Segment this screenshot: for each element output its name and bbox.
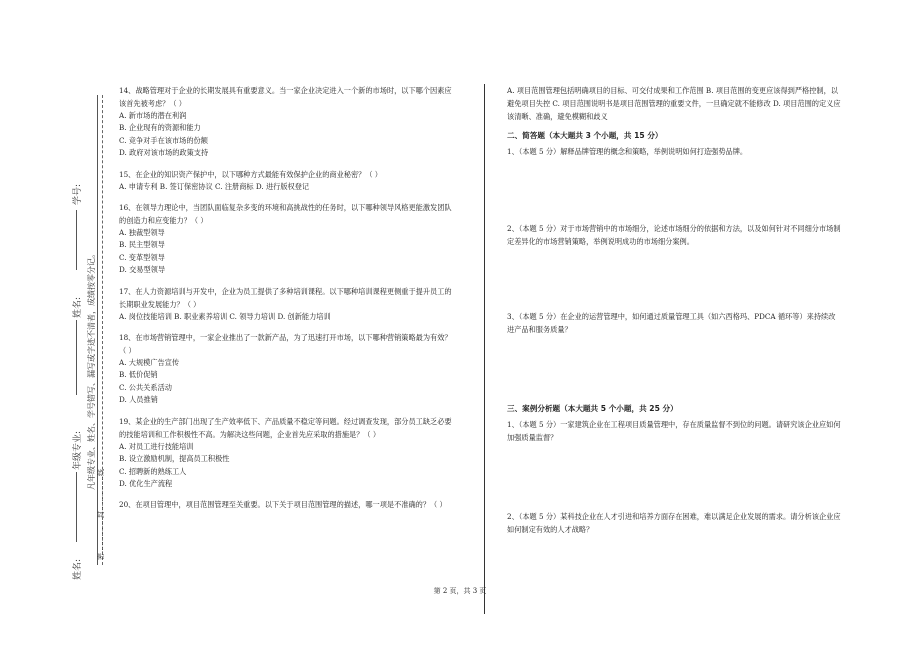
answer-option: B. 低价促销 [119,370,158,380]
answer-option: C. 公共关系活动 [119,382,172,392]
case-analysis-2: 2、（本题 5 分）某科技企业在人才引进和培养方面存在困难，难以满足企业发展的需求。请分析该企业应如何制定有效的人才战略？ [507,512,841,534]
college-name-label: 姓名: [73,558,83,580]
short-answer-1: 1、（本题 5 分）解释品牌管理的概念和策略，举例说明如何打造强势品牌。 [507,147,748,156]
answer-option: C. 竞争对手在该市场的份额 [119,135,208,145]
page-footer: 第 2 页，共 3 页 [433,587,487,595]
student-id-label: 学号: [73,183,83,205]
answer-option: A. 新市场的潜在利润 [119,111,187,120]
answer-option: A. 大规模广告宣传 [119,358,180,368]
answer-option: A. 岗位技能培训 B. 职业素养培训 C. 领导力培训 D. 创新能力培训 [119,311,331,321]
right-column [507,84,842,536]
left-column [119,84,454,519]
major-blank [76,472,77,542]
answer-option: A. 独裁型领导 [119,228,165,238]
answer-option: D. 交易型领导 [119,265,166,275]
answer-option: D. 政府对该市场的政策支持 [119,148,209,158]
question-text: 20、在项目管理中，项目范围管理至关重要。以下关于项目范围管理的描述，哪一项是不准确的？（ ） [119,500,447,510]
answer-option: C. 变革型领导 [119,252,165,262]
name-blank [76,320,77,395]
question-text: 19、某企业的生产部门出现了生产效率低下、产品质量不稳定等问题。经过调查发现，部分员工缺乏必要的技能培训和工作积极性不高。为解决这些问题，企业首先应采取的措施是？（ ） [119,416,452,439]
section-3-title: 三、案例分析题（本大题共 5 个小题，共 25 分） [507,404,678,413]
answer-option: D. 优化生产流程 [119,478,173,488]
answer-option: B. 设立激励机制，提高员工积极性 [119,454,230,464]
answer-option: D. 人员推销 [119,395,158,405]
question-text: 18、在市场营销管理中，一家企业推出了一款新产品，为了迅速打开市场，以下哪种营销策略最为有效？（ ） [119,333,452,356]
short-answer-3: 3、（本题 5 分）在企业的运营管理中，如何通过质量管理工具（如六西格玛、PDCA 循环等）来持续改进产品和服务质量？ [507,312,836,334]
binding-notice: 凡年级专业、姓名、学号错写、漏写或字迹不清者，成绩按零分记。 [87,250,96,490]
answer-option: C. 招聘新的熟练工人 [119,466,187,476]
seal-line-text: 密……………封……………线 [97,469,105,560]
short-answer-2: 2、（本题 5 分）对于市场营销中的市场细分，论述市场细分的依据和方法，以及如何针对不同细分市场制定差异化的市场营销策略，举例说明成功的市场细分案例。 [507,224,841,246]
question-text: 15、在企业的知识资产保护中，以下哪种方式最能有效保护企业的商业秘密？（ ） [119,169,382,179]
case-analysis-1: 1、（本题 5 分）一家建筑企业在工程项目质量管理中，存在质量监督不到位的问题。请研究该企业应如何加强质量监督？ [507,420,841,442]
answer-option: A. 对员工进行技能培训 [119,441,194,451]
question-text: 14、战略管理对于企业的长期发展具有重要意义。当一家企业决定进入一个新的市场时，以下哪个因素应该首先被考虑？（ ） [119,86,452,108]
question-text: 16、在领导力理论中，当团队面临复杂多变的环境和高挑战性的任务时，以下哪种领导风格更能激发团队的创造力和应变能力？（ ） [119,203,452,226]
answer-option: B. 民主型领导 [119,240,165,250]
section-2-title: 二、简答题（本大题共 3 个小题，共 15 分） [507,131,663,140]
question-text: 17、在人力资源培训与开发中，企业为员工提供了多种培训课程。以下哪种培训课程更侧重于提升员工的长期职业发展能力？（ ） [119,286,452,309]
student-id-blank [76,210,77,270]
name-label: 姓名: [73,296,83,318]
column-divider [484,84,485,614]
answer-option: B. 企业现有的资源和能力 [119,123,201,133]
major-label: 年级专业: [73,430,83,470]
question-20-options: A. 项目范围管理包括明确项目的目标、可交付成果和工作范围 B. 项目范围的变更应该得到严格控制，以避免项目失控 C. 项目范围说明书是项目范围管理的重要文件，一旦确定就不能修改 D. 项目范围的定义应该清晰、准确，避免模糊和歧义 [507,86,841,121]
answer-option: A. 申请专利 B. 签订保密协议 C. 注册商标 D. 进行版权登记 [119,181,310,191]
